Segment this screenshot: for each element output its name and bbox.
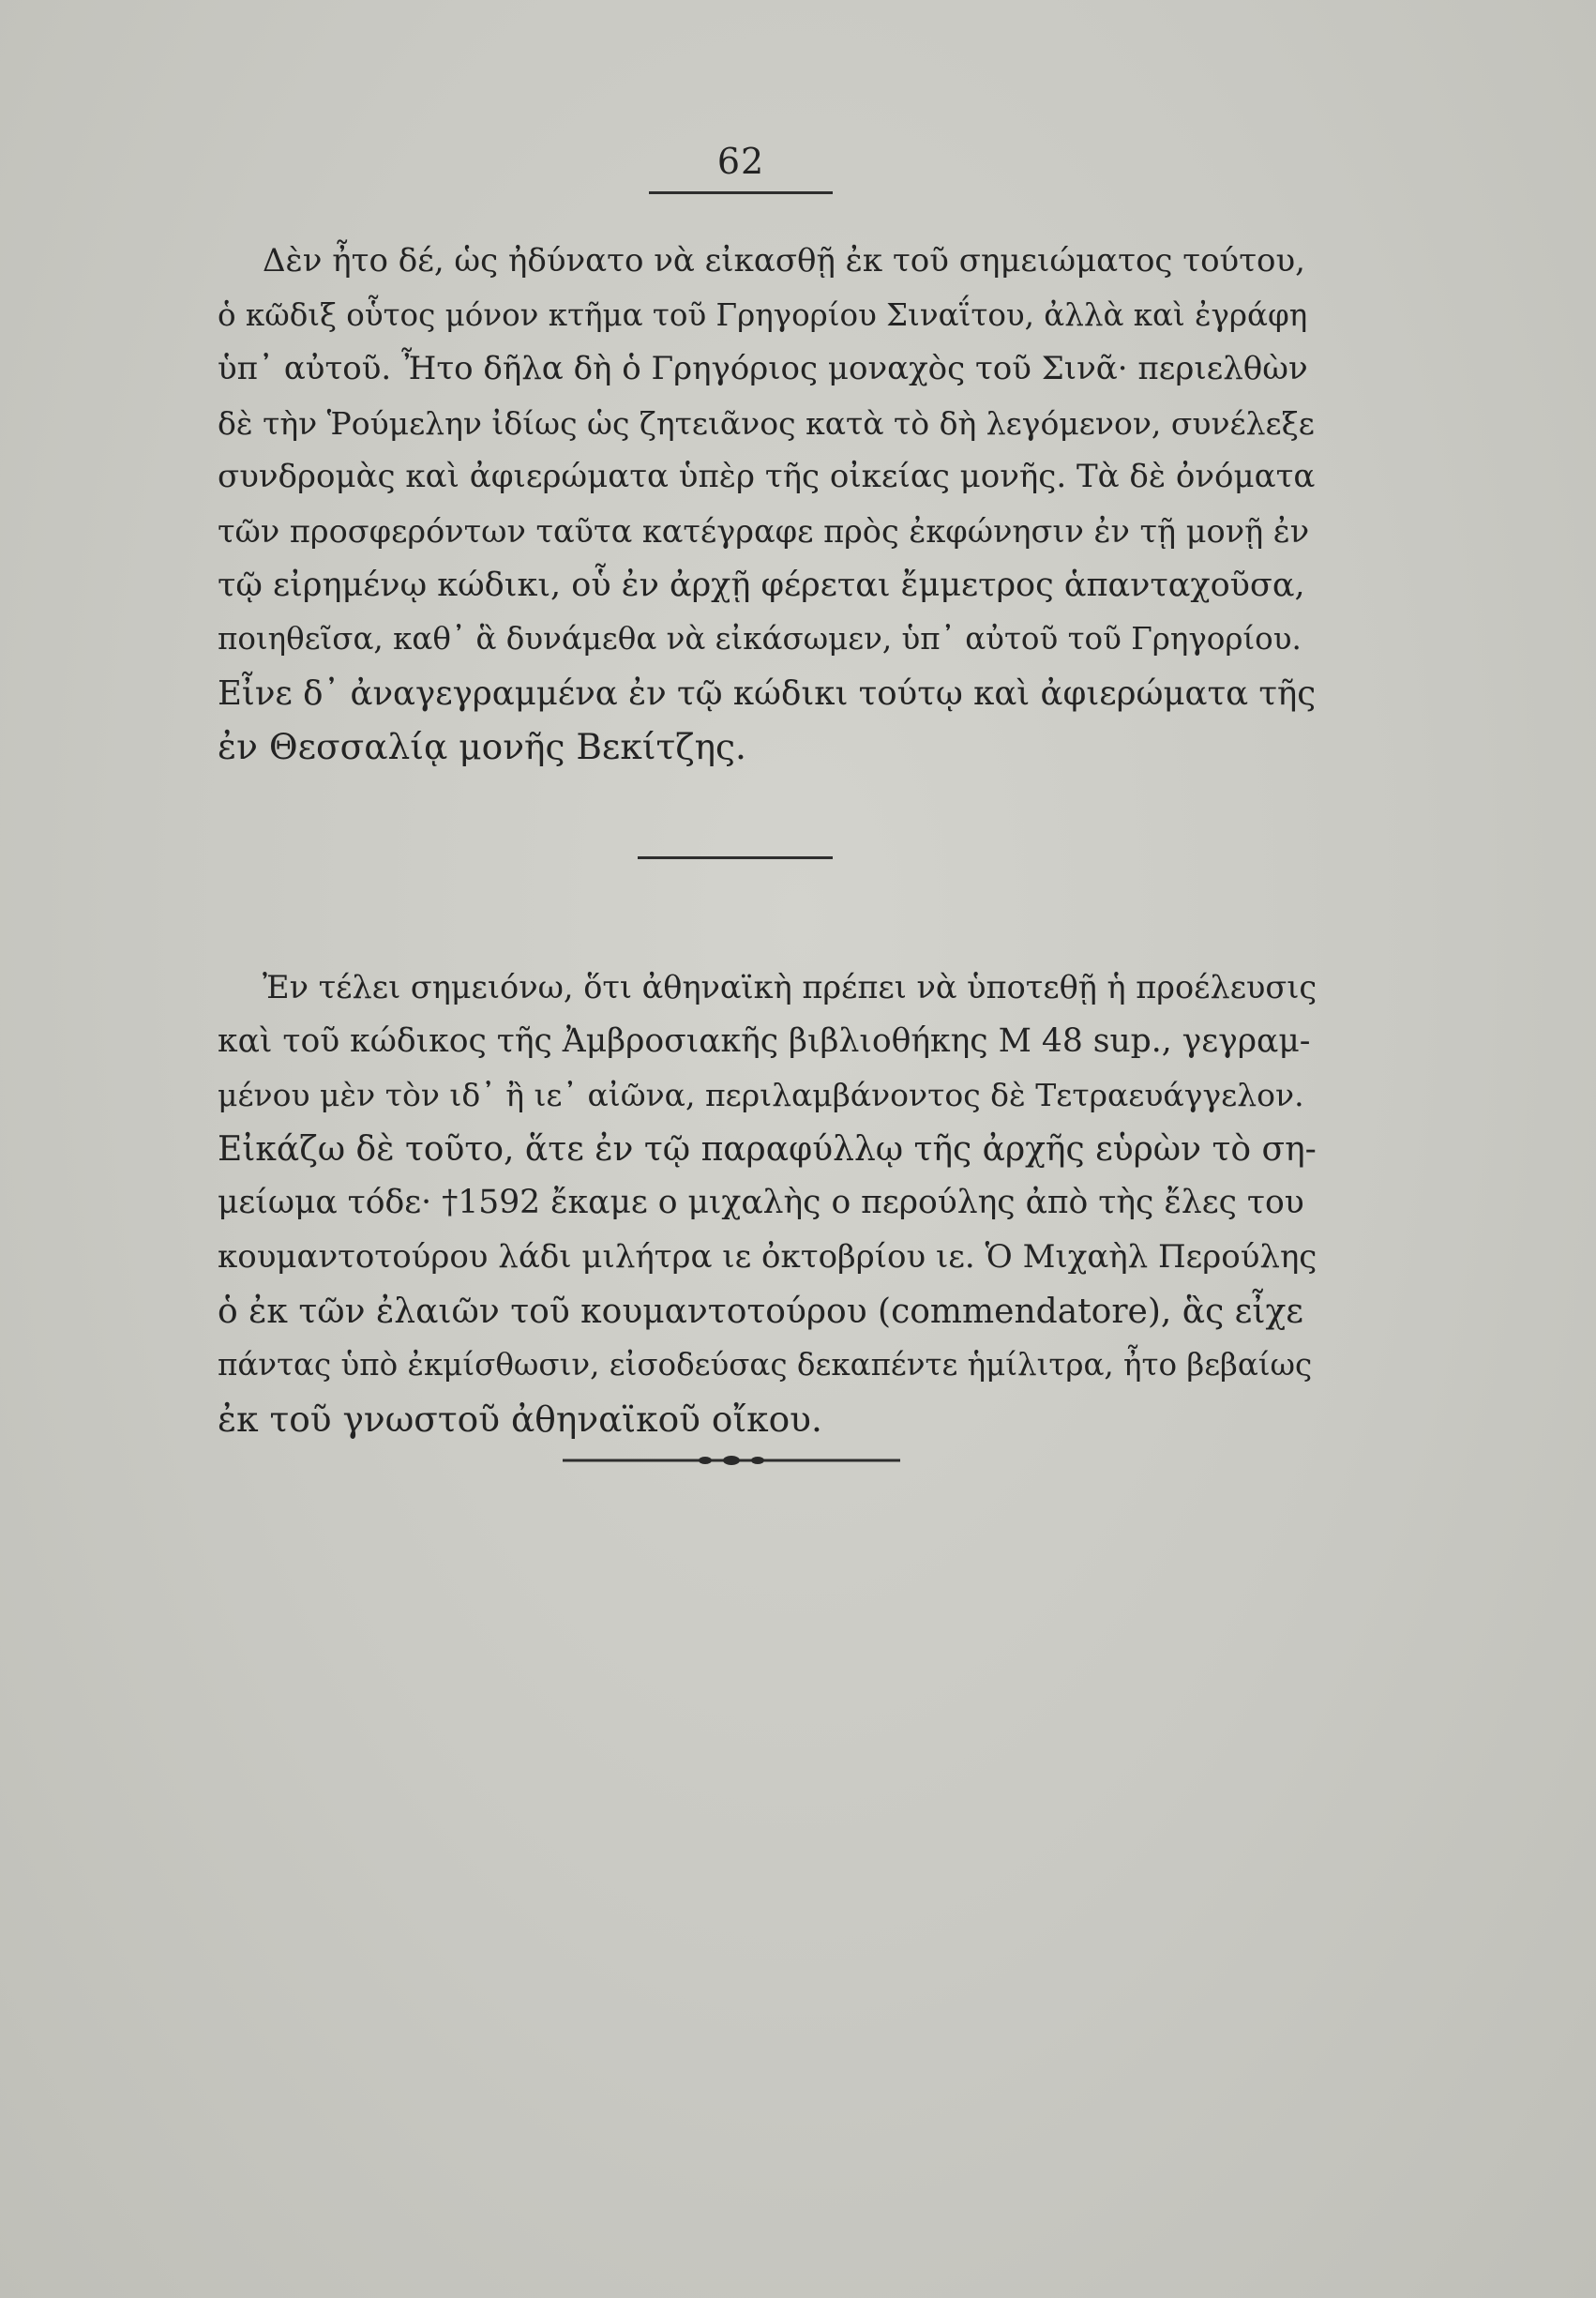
text-line: Δὲν ἦτο δέ, ὡς ἠδύνατο νὰ εἰκασθῇ ἐκ τοῦ σημειώματος τούτου,: [263, 242, 1305, 280]
text-line: ὁ κῶδιξ οὗτος μόνον κτῆμα τοῦ Γρηγορίου Σιναΐτου, ἀλλὰ καὶ ἐγράφη: [218, 296, 1308, 333]
text-line: Ἐν τέλει σημειόνω, ὅτι ἀθηναϊκὴ πρέπει νὰ ὑποτεθῇ ἡ προέλευσις: [263, 969, 1317, 1005]
text-line: ἐκ τοῦ γνωστοῦ ἀθηναϊκοῦ οἴκου.: [218, 1398, 822, 1440]
text-line: τῶν προσφερόντων ταῦτα κατέγραφε πρὸς ἐκφώνησιν ἐν τῇ μονῇ ἐν: [218, 512, 1310, 550]
text-line: μένου μὲν τὸν ιδ᾽ ἢ ιε᾽ αἰῶνα, περιλαμβάνοντος δὲ Τετραευάγγελον.: [218, 1077, 1304, 1114]
text-line: τῷ εἰρημένῳ κώδικι, οὗ ἐν ἀρχῇ φέρεται ἔμμετρος ἁπανταχοῦσα,: [218, 566, 1305, 604]
section-divider-rule: [638, 856, 833, 859]
text-line: ἐν Θεσσαλίᾳ μονῆς Βεκίτζης.: [218, 726, 746, 768]
text-line: ὑπ᾽ αὐτοῦ. Ἦτο δῆλα δὴ ὁ Γρηγόριος μοναχὸς τοῦ Σινᾶ· περιελθὼν: [218, 350, 1308, 388]
text-line: μείωμα τόδε· †1592 ἔκαμε ο μιχαλὴς ο περούλης ἀπὸ τὴς ἔλες του: [218, 1184, 1304, 1222]
text-line: πάντας ὑπὸ ἐκμίσθωσιν, εἰσοδεύσας δεκαπέντε ἡμίλιτρα, ἦτο βεβαίως: [218, 1347, 1313, 1383]
page-number: 62: [716, 141, 765, 182]
end-ornament: [563, 1450, 900, 1471]
page-number-rule: [649, 191, 833, 194]
text-line: καὶ τοῦ κώδικος τῆς Ἀμβροσιακῆς βιβλιοθήκης M 48 sup., γεγραμ-: [218, 1021, 1311, 1060]
text-line: Εἶνε δ᾽ ἀναγεγραμμένα ἐν τῷ κώδικι τούτῳ καὶ ἀφιερώματα τῆς: [218, 673, 1317, 713]
text-line: δὲ τὴν Ῥούμελην ἰδίως ὡς ζητειᾶνος κατὰ τὸ δὴ λεγόμενον, συνέλεξε: [218, 404, 1315, 442]
text-line: Εἰκάζω δὲ τοῦτο, ἅτε ἐν τῷ παραφύλλῳ τῆς ἀρχῆς εὑρὼν τὸ ση-: [218, 1129, 1317, 1169]
paragraph-1: [218, 234, 1317, 775]
text-line: ποιηθεῖσα, καθ᾽ ἃ δυνάμεθα νὰ εἰκάσωμεν, ὑπ᾽ αὐτοῦ τοῦ Γρηγορίου.: [218, 621, 1302, 658]
paragraph-2: [218, 960, 1317, 1446]
text-line: ὁ ἐκ τῶν ἐλαιῶν τοῦ κουμαντοτούρου (commendatore), ἃς εἶχε: [218, 1292, 1303, 1331]
text-line: κουμαντοτούρου λάδι μιλήτρα ιε ὀκτοβρίου ιε. Ὁ Μιχαὴλ Περούλης: [218, 1237, 1317, 1276]
text-line: συνδρομὰς καὶ ἀφιερώματα ὑπὲρ τῆς οἰκείας μονῆς. Τὰ δὲ ὀνόματα: [218, 458, 1316, 496]
